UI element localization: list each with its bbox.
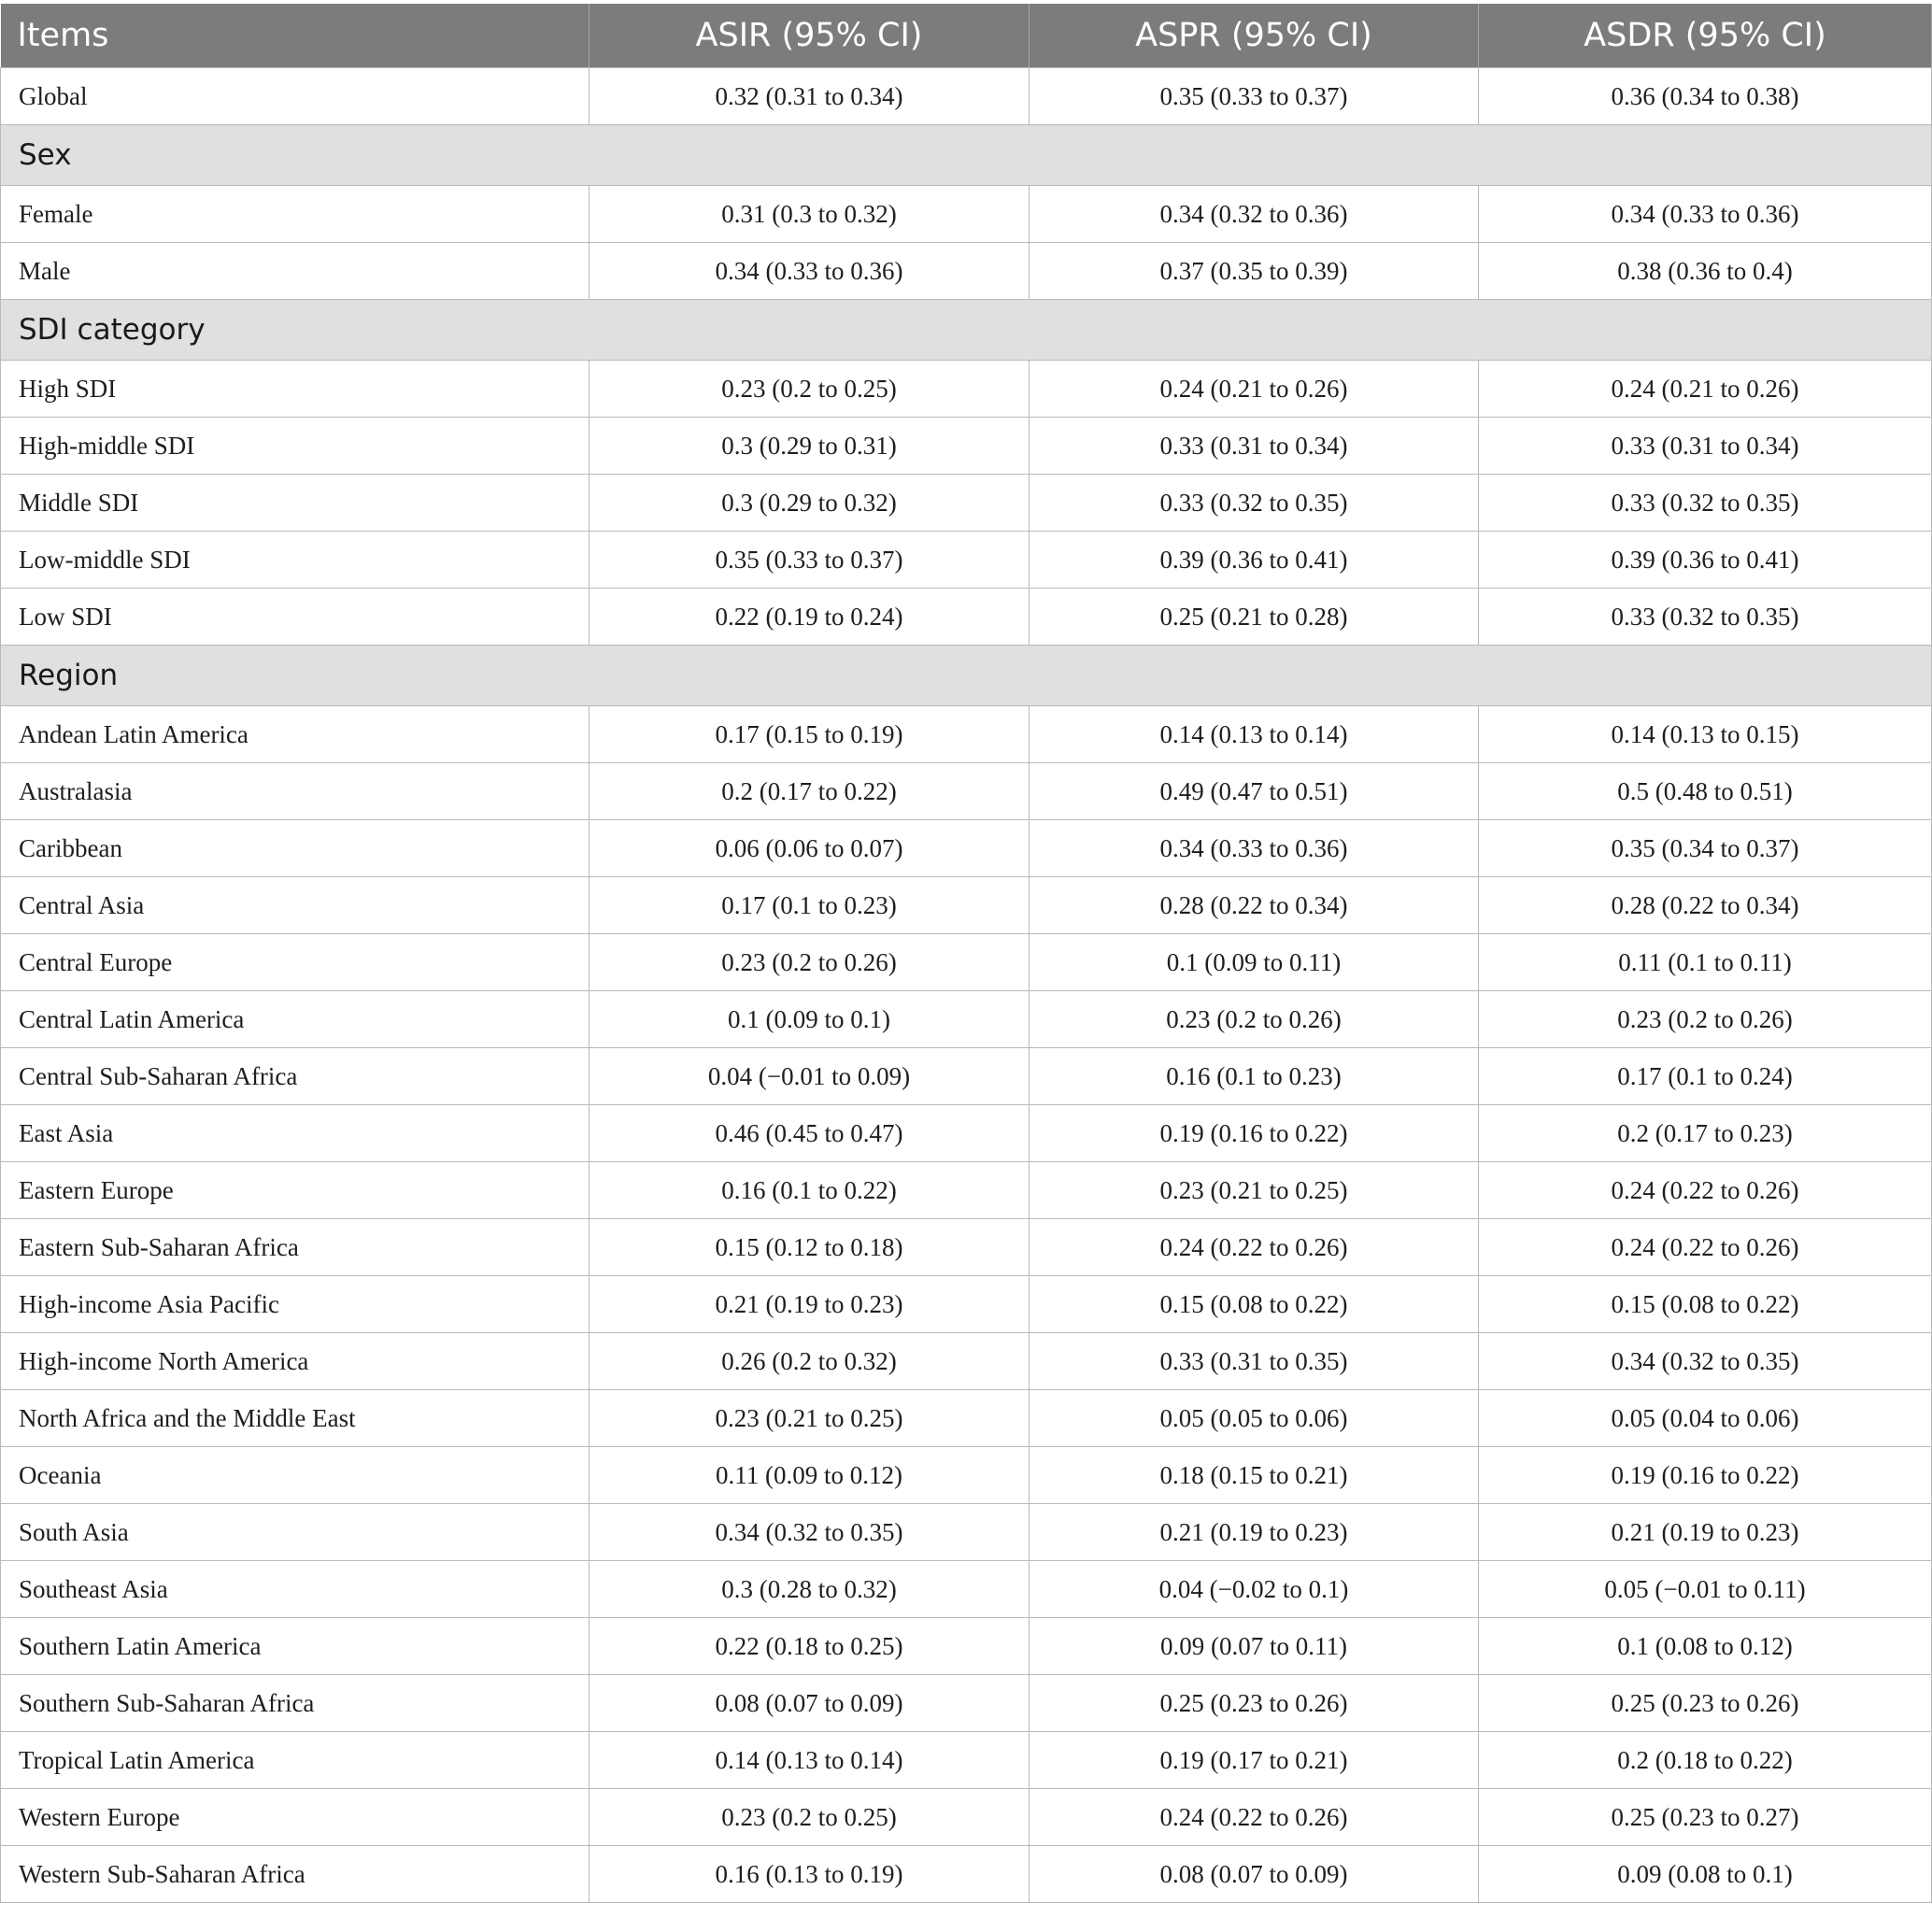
section-row (1, 300, 1932, 361)
row-label: Male (1, 243, 590, 300)
asir-cell: 0.26 (0.2 to 0.32) (590, 1333, 1030, 1390)
aspr-cell: 0.19 (0.17 to 0.21) (1030, 1732, 1479, 1789)
asir-cell: 0.16 (0.1 to 0.22) (590, 1162, 1030, 1219)
asdr-cell: 0.1 (0.08 to 0.12) (1479, 1618, 1932, 1675)
table-row (1, 589, 1932, 646)
row-label: Eastern Sub-Saharan Africa (1, 1219, 590, 1276)
asir-cell: 0.22 (0.19 to 0.24) (590, 589, 1030, 646)
table-row (1, 1390, 1932, 1447)
row-label: High-middle SDI (1, 418, 590, 475)
row-label: Tropical Latin America (1, 1732, 590, 1789)
aspr-cell: 0.34 (0.32 to 0.36) (1030, 186, 1479, 243)
asir-cell: 0.2 (0.17 to 0.22) (590, 763, 1030, 820)
row-label: Middle SDI (1, 475, 590, 532)
aspr-cell: 0.09 (0.07 to 0.11) (1030, 1618, 1479, 1675)
asir-cell: 0.23 (0.2 to 0.26) (590, 934, 1030, 991)
table-row (1, 1618, 1932, 1675)
aspr-cell: 0.14 (0.13 to 0.14) (1030, 706, 1479, 763)
table-row (1, 1276, 1932, 1333)
table-row (1, 1105, 1932, 1162)
aspr-cell: 0.25 (0.21 to 0.28) (1030, 589, 1479, 646)
table-row (1, 820, 1932, 877)
asdr-cell: 0.34 (0.32 to 0.35) (1479, 1333, 1932, 1390)
row-label: Low-middle SDI (1, 532, 590, 589)
header-asir: ASIR (95% CI) (590, 4, 1030, 68)
row-label: High-income Asia Pacific (1, 1276, 590, 1333)
asir-cell: 0.3 (0.29 to 0.32) (590, 475, 1030, 532)
asir-cell: 0.35 (0.33 to 0.37) (590, 532, 1030, 589)
asdr-cell: 0.25 (0.23 to 0.27) (1479, 1789, 1932, 1846)
asir-cell: 0.21 (0.19 to 0.23) (590, 1276, 1030, 1333)
asdr-cell: 0.38 (0.36 to 0.4) (1479, 243, 1932, 300)
asir-cell: 0.3 (0.28 to 0.32) (590, 1561, 1030, 1618)
table-row (1, 1333, 1932, 1390)
table-row (1, 243, 1932, 300)
asdr-cell: 0.05 (0.04 to 0.06) (1479, 1390, 1932, 1447)
aspr-cell: 0.24 (0.22 to 0.26) (1030, 1219, 1479, 1276)
aspr-cell: 0.49 (0.47 to 0.51) (1030, 763, 1479, 820)
row-label: Southern Latin America (1, 1618, 590, 1675)
aspr-cell: 0.25 (0.23 to 0.26) (1030, 1675, 1479, 1732)
aspr-cell: 0.24 (0.21 to 0.26) (1030, 361, 1479, 418)
aspr-cell: 0.35 (0.33 to 0.37) (1030, 68, 1479, 125)
asir-cell: 0.32 (0.31 to 0.34) (590, 68, 1030, 125)
asdr-cell: 0.2 (0.18 to 0.22) (1479, 1732, 1932, 1789)
header-asdr: ASDR (95% CI) (1479, 4, 1932, 68)
asdr-cell: 0.24 (0.22 to 0.26) (1479, 1219, 1932, 1276)
asir-cell: 0.17 (0.15 to 0.19) (590, 706, 1030, 763)
table-row (1, 1048, 1932, 1105)
table-row (1, 1162, 1932, 1219)
asdr-cell: 0.25 (0.23 to 0.26) (1479, 1675, 1932, 1732)
row-label: High SDI (1, 361, 590, 418)
row-label: Female (1, 186, 590, 243)
aspr-cell: 0.18 (0.15 to 0.21) (1030, 1447, 1479, 1504)
table-row (1, 991, 1932, 1048)
asdr-cell: 0.39 (0.36 to 0.41) (1479, 532, 1932, 589)
row-label: Central Asia (1, 877, 590, 934)
row-label: Oceania (1, 1447, 590, 1504)
row-label: Western Sub-Saharan Africa (1, 1846, 590, 1903)
asdr-cell: 0.33 (0.32 to 0.35) (1479, 475, 1932, 532)
table-row (1, 1846, 1932, 1903)
row-label: South Asia (1, 1504, 590, 1561)
table-row (1, 877, 1932, 934)
table-row (1, 706, 1932, 763)
aspr-cell: 0.08 (0.07 to 0.09) (1030, 1846, 1479, 1903)
section-row (1, 646, 1932, 706)
asdr-cell: 0.14 (0.13 to 0.15) (1479, 706, 1932, 763)
asdr-cell: 0.24 (0.21 to 0.26) (1479, 361, 1932, 418)
aspr-cell: 0.24 (0.22 to 0.26) (1030, 1789, 1479, 1846)
asir-cell: 0.23 (0.2 to 0.25) (590, 361, 1030, 418)
section-label: Region (1, 646, 1932, 706)
table-row (1, 361, 1932, 418)
asdr-cell: 0.33 (0.32 to 0.35) (1479, 589, 1932, 646)
aspr-cell: 0.28 (0.22 to 0.34) (1030, 877, 1479, 934)
row-label: Central Europe (1, 934, 590, 991)
row-label: Western Europe (1, 1789, 590, 1846)
table-header-row (1, 4, 1932, 68)
asdr-cell: 0.09 (0.08 to 0.1) (1479, 1846, 1932, 1903)
asdr-cell: 0.33 (0.31 to 0.34) (1479, 418, 1932, 475)
data-table (0, 4, 1932, 1903)
asdr-cell: 0.05 (−0.01 to 0.11) (1479, 1561, 1932, 1618)
table-row (1, 1732, 1932, 1789)
row-label: Australasia (1, 763, 590, 820)
table-row (1, 1789, 1932, 1846)
asir-cell: 0.22 (0.18 to 0.25) (590, 1618, 1030, 1675)
aspr-cell: 0.19 (0.16 to 0.22) (1030, 1105, 1479, 1162)
row-label: Central Latin America (1, 991, 590, 1048)
asdr-cell: 0.23 (0.2 to 0.26) (1479, 991, 1932, 1048)
asdr-cell: 0.19 (0.16 to 0.22) (1479, 1447, 1932, 1504)
asir-cell: 0.3 (0.29 to 0.31) (590, 418, 1030, 475)
asir-cell: 0.1 (0.09 to 0.1) (590, 991, 1030, 1048)
aspr-cell: 0.15 (0.08 to 0.22) (1030, 1276, 1479, 1333)
asdr-cell: 0.21 (0.19 to 0.23) (1479, 1504, 1932, 1561)
row-label: Central Sub-Saharan Africa (1, 1048, 590, 1105)
asdr-cell: 0.35 (0.34 to 0.37) (1479, 820, 1932, 877)
aspr-cell: 0.23 (0.2 to 0.26) (1030, 991, 1479, 1048)
row-label: Eastern Europe (1, 1162, 590, 1219)
asdr-cell: 0.36 (0.34 to 0.38) (1479, 68, 1932, 125)
aspr-cell: 0.37 (0.35 to 0.39) (1030, 243, 1479, 300)
aspr-cell: 0.34 (0.33 to 0.36) (1030, 820, 1479, 877)
asdr-cell: 0.17 (0.1 to 0.24) (1479, 1048, 1932, 1105)
asdr-cell: 0.15 (0.08 to 0.22) (1479, 1276, 1932, 1333)
aspr-cell: 0.23 (0.21 to 0.25) (1030, 1162, 1479, 1219)
row-label: North Africa and the Middle East (1, 1390, 590, 1447)
row-label: Low SDI (1, 589, 590, 646)
row-label: Southeast Asia (1, 1561, 590, 1618)
aspr-cell: 0.33 (0.31 to 0.35) (1030, 1333, 1479, 1390)
asir-cell: 0.06 (0.06 to 0.07) (590, 820, 1030, 877)
row-label: Caribbean (1, 820, 590, 877)
row-label: East Asia (1, 1105, 590, 1162)
asdr-cell: 0.34 (0.33 to 0.36) (1479, 186, 1932, 243)
row-label: Andean Latin America (1, 706, 590, 763)
asir-cell: 0.15 (0.12 to 0.18) (590, 1219, 1030, 1276)
aspr-cell: 0.33 (0.31 to 0.34) (1030, 418, 1479, 475)
table-row (1, 1561, 1932, 1618)
asdr-cell: 0.11 (0.1 to 0.11) (1479, 934, 1932, 991)
table-body (1, 68, 1932, 1903)
table-row (1, 934, 1932, 991)
aspr-cell: 0.05 (0.05 to 0.06) (1030, 1390, 1479, 1447)
asir-cell: 0.04 (−0.01 to 0.09) (590, 1048, 1030, 1105)
asir-cell: 0.34 (0.32 to 0.35) (590, 1504, 1030, 1561)
asir-cell: 0.34 (0.33 to 0.36) (590, 243, 1030, 300)
aspr-cell: 0.39 (0.36 to 0.41) (1030, 532, 1479, 589)
row-label: Global (1, 68, 590, 125)
table-row (1, 1675, 1932, 1732)
aspr-cell: 0.1 (0.09 to 0.11) (1030, 934, 1479, 991)
asdr-cell: 0.28 (0.22 to 0.34) (1479, 877, 1932, 934)
header-aspr: ASPR (95% CI) (1030, 4, 1479, 68)
table-row (1, 1219, 1932, 1276)
row-label: High-income North America (1, 1333, 590, 1390)
asir-cell: 0.17 (0.1 to 0.23) (590, 877, 1030, 934)
asdr-cell: 0.5 (0.48 to 0.51) (1479, 763, 1932, 820)
table-row (1, 418, 1932, 475)
asdr-cell: 0.24 (0.22 to 0.26) (1479, 1162, 1932, 1219)
asir-cell: 0.11 (0.09 to 0.12) (590, 1447, 1030, 1504)
table-row (1, 68, 1932, 125)
asir-cell: 0.31 (0.3 to 0.32) (590, 186, 1030, 243)
asir-cell: 0.46 (0.45 to 0.47) (590, 1105, 1030, 1162)
aspr-cell: 0.04 (−0.02 to 0.1) (1030, 1561, 1479, 1618)
table-row (1, 1447, 1932, 1504)
asir-cell: 0.08 (0.07 to 0.09) (590, 1675, 1030, 1732)
asir-cell: 0.16 (0.13 to 0.19) (590, 1846, 1030, 1903)
section-label: Sex (1, 125, 1932, 186)
aspr-cell: 0.16 (0.1 to 0.23) (1030, 1048, 1479, 1105)
header-items: Items (1, 4, 590, 68)
asir-cell: 0.23 (0.21 to 0.25) (590, 1390, 1030, 1447)
section-label: SDI category (1, 300, 1932, 361)
aspr-cell: 0.21 (0.19 to 0.23) (1030, 1504, 1479, 1561)
aspr-cell: 0.33 (0.32 to 0.35) (1030, 475, 1479, 532)
table-row (1, 532, 1932, 589)
table-row (1, 475, 1932, 532)
table-row (1, 763, 1932, 820)
asir-cell: 0.23 (0.2 to 0.25) (590, 1789, 1030, 1846)
row-label: Southern Sub-Saharan Africa (1, 1675, 590, 1732)
table-row (1, 186, 1932, 243)
asir-cell: 0.14 (0.13 to 0.14) (590, 1732, 1030, 1789)
asdr-cell: 0.2 (0.17 to 0.23) (1479, 1105, 1932, 1162)
table-row (1, 1504, 1932, 1561)
section-row (1, 125, 1932, 186)
